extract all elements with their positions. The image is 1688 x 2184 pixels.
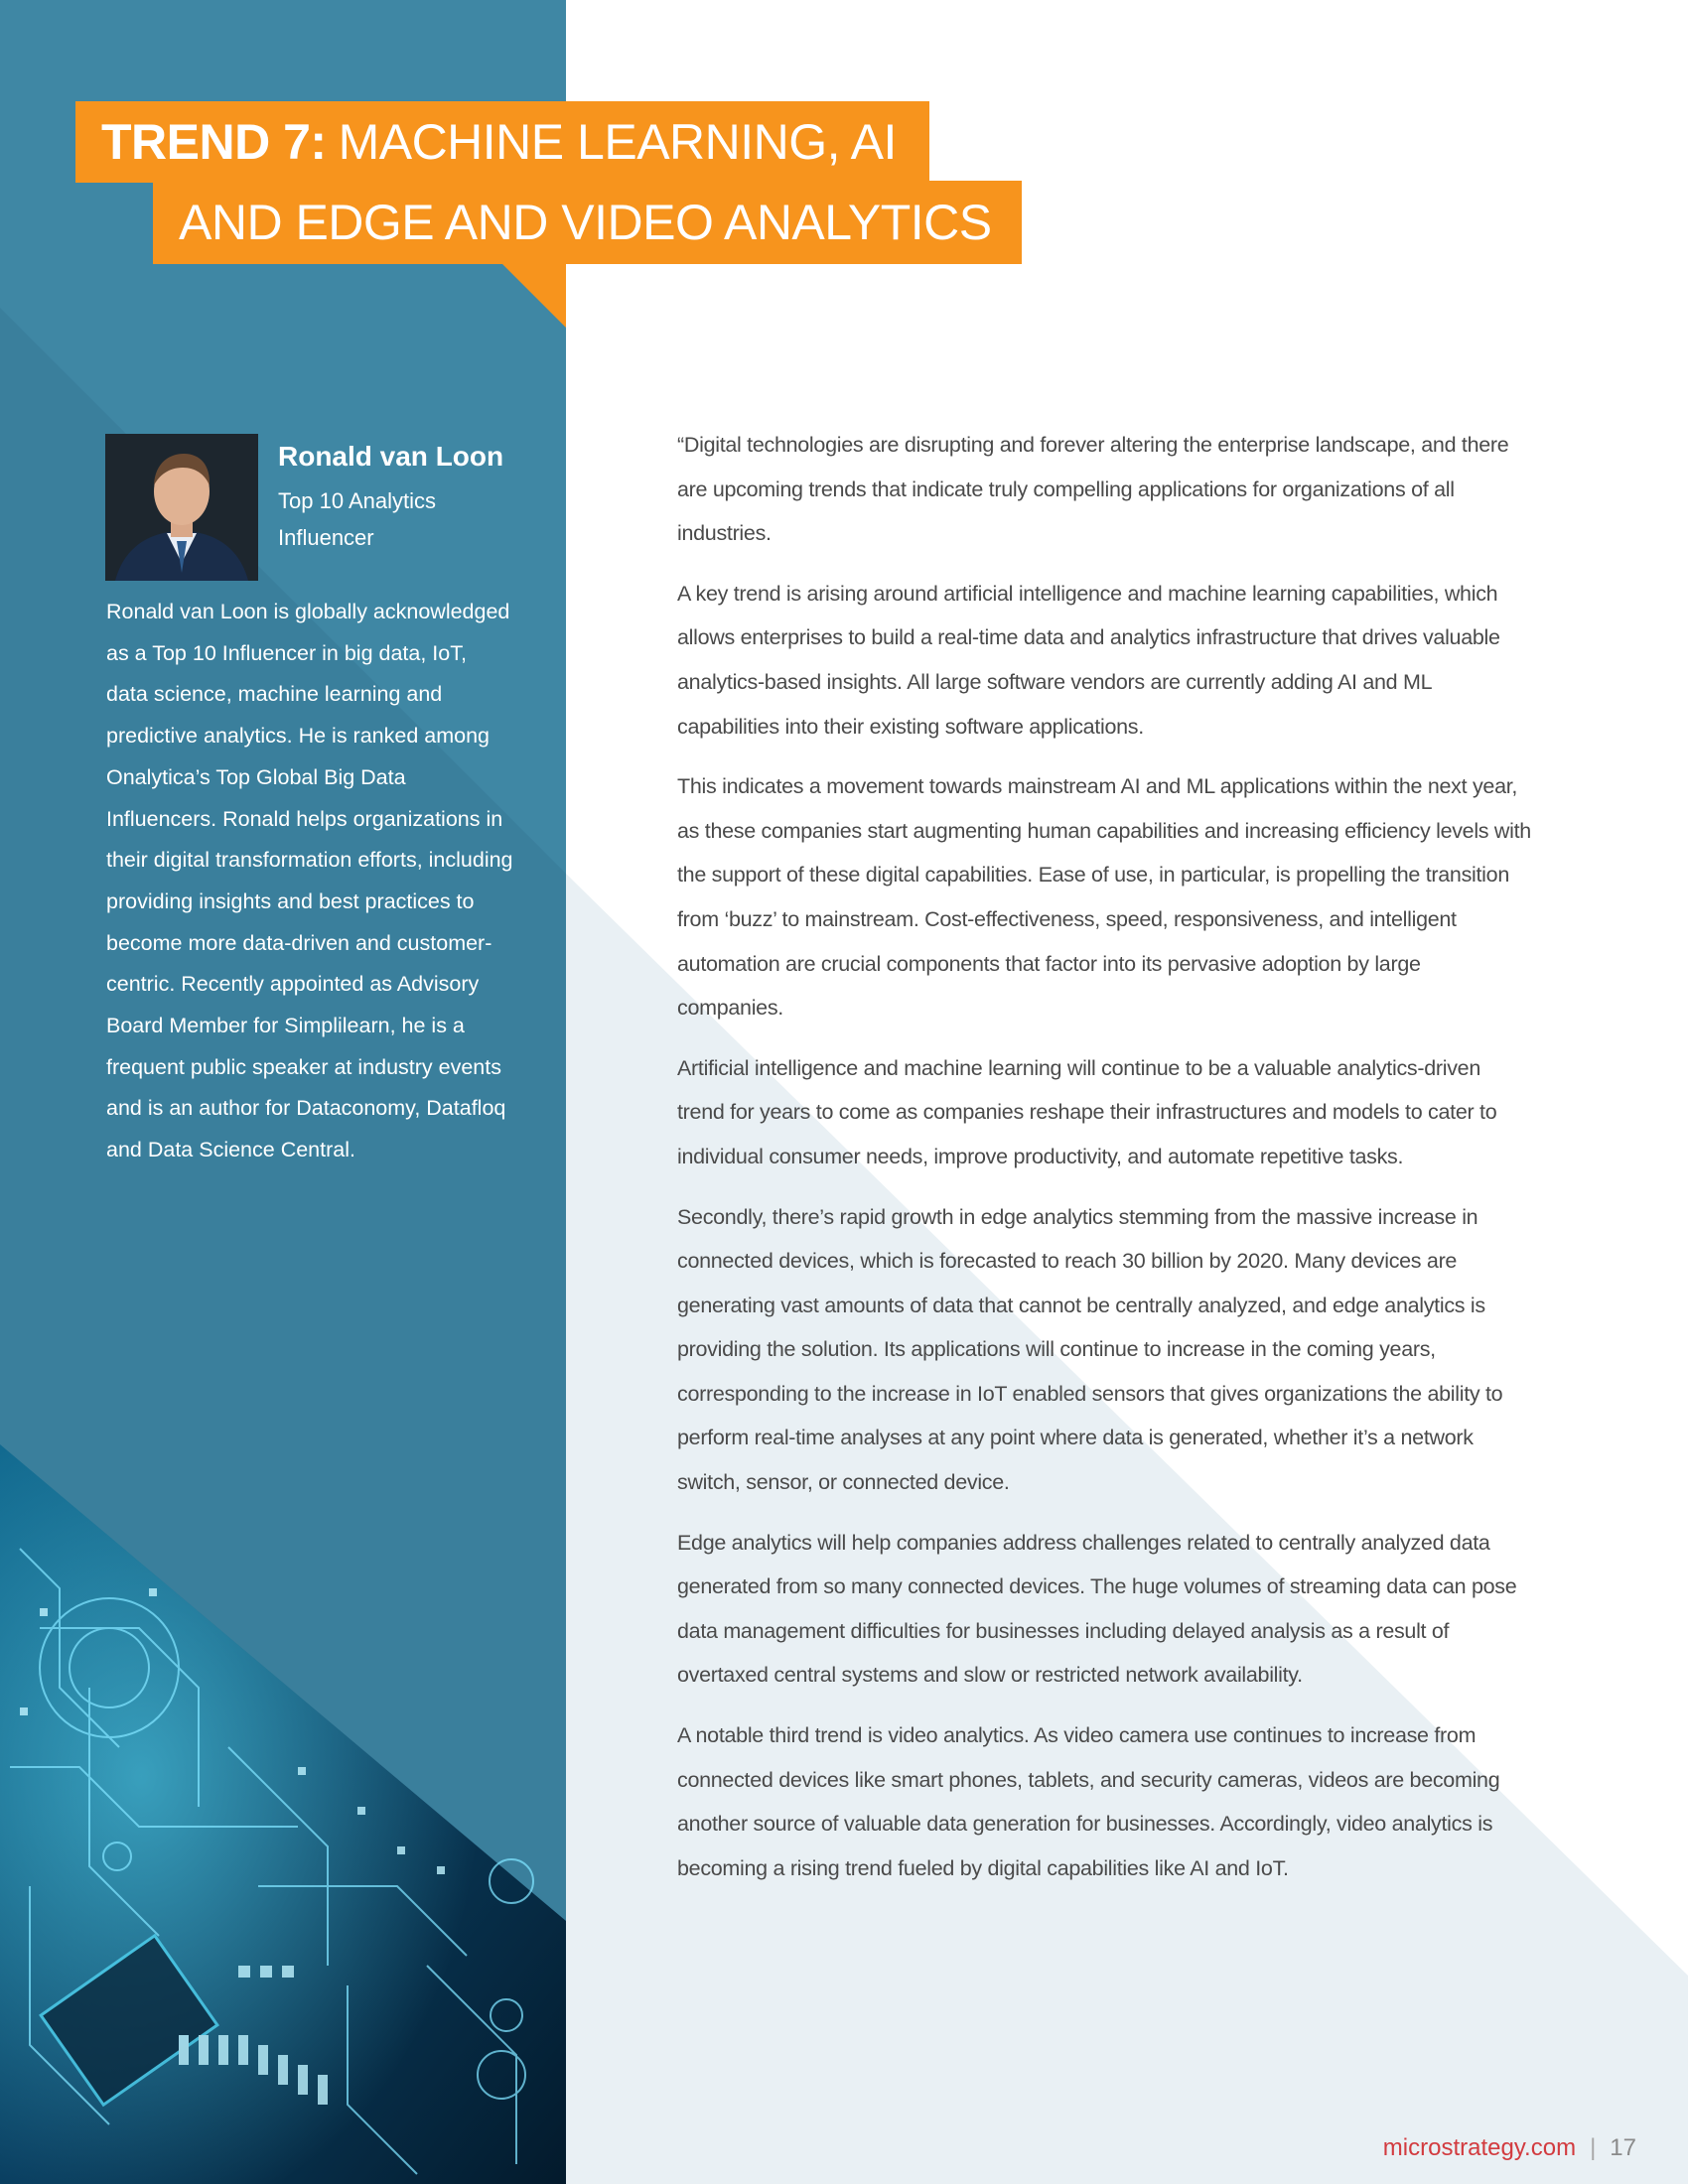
paragraph-6: Edge analytics will help companies address challenges related to centrally analyzed data generated from so many connected devices. The huge volumes of streaming data can pose data management difficulties for businesses including delayed analysis as a result of overtaxed central systems and slow or restricted network availability. [677, 1530, 1517, 1688]
profile-photo [105, 434, 258, 581]
footer-site-link[interactable]: microstrategy.com [1382, 2134, 1577, 2161]
profile-name: Ronald van Loon [278, 441, 504, 472]
paragraph-2: A key trend is arising around artificial intelligence and machine learning capabilities, which allows enterprises to build a real-time data and analytics infrastructure that drives valuable analytics-based insights. All large software vendors are currently adding AI and ML capabilities into their existing software applications. [677, 581, 1500, 739]
trend-label: TREND 7: [101, 114, 327, 170]
trend-title-line2 [153, 181, 1022, 264]
profile-role: Top 10 Analytics Influencer [278, 488, 436, 550]
paragraph-4: Artificial intelligence and machine learning will continue to be a valuable analytics-driven trend for years to come as companies reshape their infrastructures and models to cater to individual consumer needs, improve productivity, and automate repetitive tasks. [677, 1055, 1497, 1168]
paragraph-7: A notable third trend is video analytics. As video camera use continues to increase from connected devices like smart phones, tablets, and security cameras, videos are becoming another source of valuable data generation for businesses. Accordingly, video analytics is becoming a rising trend fueled by digital capabilities like AI and IoT. [677, 1723, 1500, 1880]
paragraph-3: This indicates a movement towards mainstream AI and ML applications within the next year, as these companies start augmenting human capabilities and increasing efficiency levels with the support of these digital capabilities. Ease of use, in particular, is propelling the transition from ‘buzz’ to mainstream. Cost-effectiveness, speed, responsiveness, and intelligent automation are crucial components that factor into its pervasive adoption by large companies. [677, 774, 1531, 1021]
footer [1383, 2134, 1636, 2162]
trend-title-text-1: MACHINE LEARNING, AI [338, 114, 897, 170]
profile-bio: Ronald van Loon is globally acknowledged as a Top 10 Influencer in big data, IoT, data science, machine learning and predictive analytics. He is ranked among Onalytica’s Top Global Big Data Influencers. Ronald helps organizations in their digital transformation efforts, including providing insights and best practices to become more data-driven and customer-centric. Recently appointed as Advisory Board Member for Simplilearn, he is a frequent public speaker at industry events and is an author for Dataconomy, Datafloq and Data Science Central. [106, 600, 513, 1162]
paragraph-5: Secondly, there’s rapid growth in edge analytics stemming from the massive increase in connected devices, which is forecasted to reach 30 billion by 2020. Many devices are generating vast amounts of data that cannot be centrally analyzed, and edge analytics is providing the solution. Its applications will continue to increase in the coming years, corresponding to the increase in IoT enabled sensors that gives organizations the ability to perform real-time analyses at any point where data is generated, whether it’s a network switch, sensor, or connected device. [677, 1204, 1503, 1495]
paragraph-1: “Digital technologies are disrupting and forever altering the enterprise landscape, and there are upcoming trends that indicate truly compelling applications for organizations of all industries. [677, 433, 1509, 546]
article-body [677, 423, 1531, 1906]
trend-title-line1 [75, 101, 929, 183]
trend-title-text-2: AND EDGE AND VIDEO ANALYTICS [179, 195, 992, 250]
footer-separator: | [1590, 2134, 1597, 2161]
page-number: 17 [1610, 2134, 1636, 2161]
